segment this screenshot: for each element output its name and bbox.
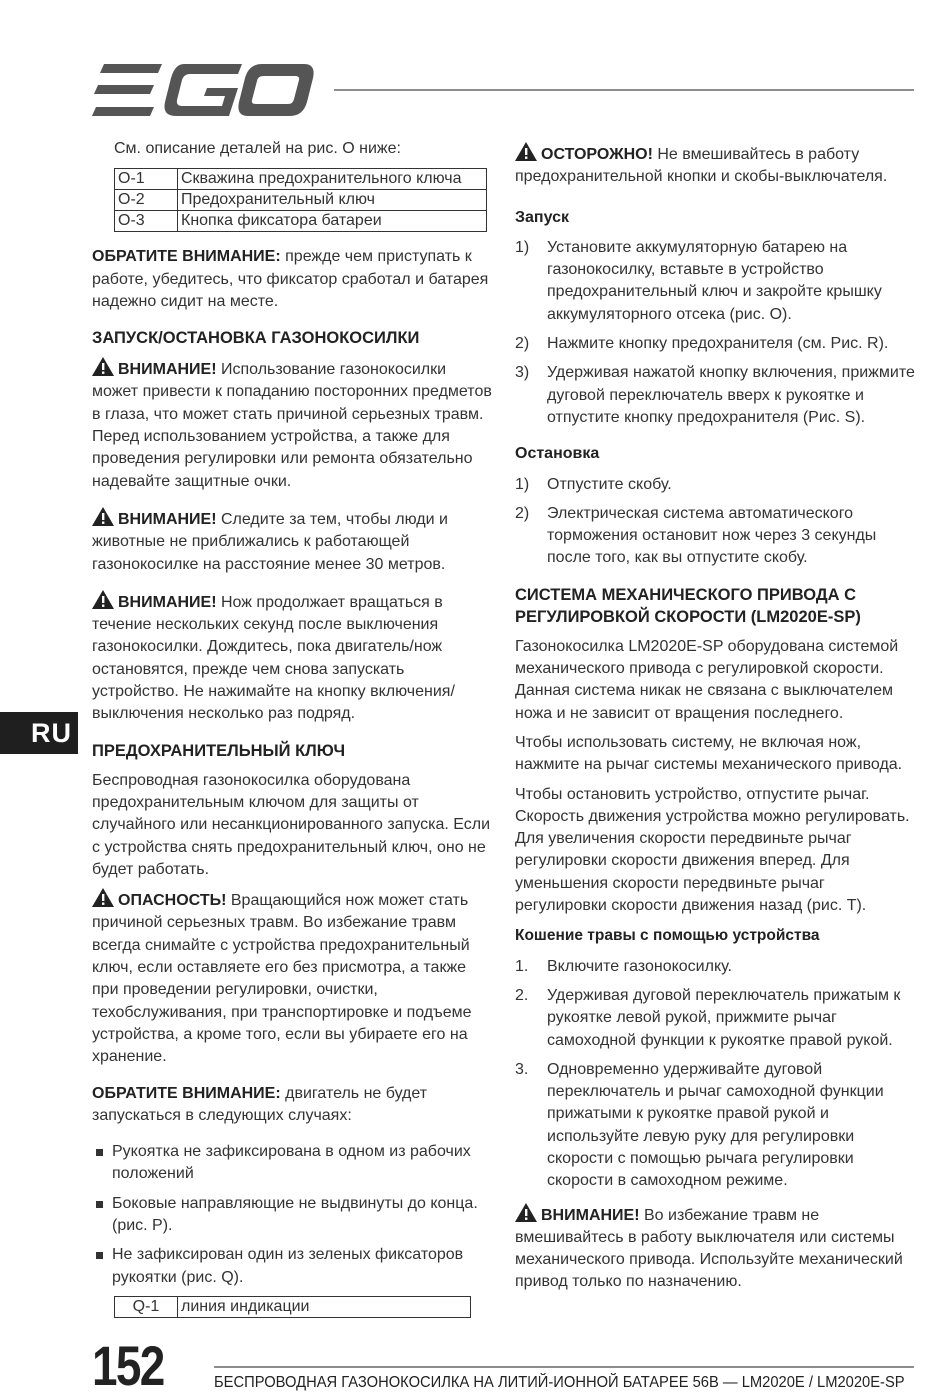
footer-title: БЕСПРОВОДНАЯ ГАЗОНОКОСИЛКА НА ЛИТИЙ-ИОННОЙ БАТАРЕЕ 56В — LM2020E / LM2020E-SP [214,1374,905,1391]
warning-triangle-icon [515,1203,537,1222]
language-label: RU [31,718,72,748]
warning-triangle-icon [92,590,114,609]
list-item: Не зафиксирован один из зеленых фиксаторов рукоятки (рис. Q). [92,1244,492,1289]
warning-label: ВНИМАНИЕ! [118,593,217,611]
language-tab [0,712,78,754]
list-item: Рукоятка не зафиксирована в одном из рабочих положений [92,1141,492,1186]
warning-label: ВНИМАНИЕ! [118,361,217,379]
table-row: O-2 Предохранительный ключ [115,190,487,211]
figure-caption: См. описание деталей на рис. О ниже: [114,140,401,157]
warning-triangle-icon [92,357,114,376]
warning-triangle-icon [515,142,537,161]
body-paragraph: Газонокосилка LM2020E-SP оборудована системой механического привода с регулировкой скорости. Данная система никак не связана с выключателем ножа и не зависит от вращения последнего. [515,637,899,722]
warning-triangle-icon [92,507,114,526]
warning-paragraph [515,1203,915,1294]
list-item: Боковые направляющие не выдвинуты до конца. (рис. P). [92,1193,492,1238]
start-steps [515,237,915,429]
notice-text: прежде чем приступать к работе, убедитесь, что фиксатор сработал и батарея надежно сидит на месте. [92,248,489,310]
warning-text: Следите за тем, чтобы люди и животные не приближались к работающей газонокосилке на расстояние менее 30 метров. [92,510,448,573]
right-column [515,138,915,1294]
list-item: 1) Установите аккумуляторную батарею на газонокосилку, вставьте в устройство предохранительный ключ и закройте крышку аккумуляторного отсека (рис. O). [515,238,882,323]
mowing-heading: Кошение травы с помощью устройства [515,927,820,945]
header-rule [334,89,914,91]
caution-paragraph [515,142,915,189]
notice-label: ОБРАТИТЕ ВНИМАНИЕ: [92,248,281,266]
bullet-icon [92,1141,112,1186]
start-heading: Запуск [515,208,569,226]
list-item: 1. Включите газонокосилку. [515,957,732,975]
list-item: 2) Нажмите кнопку предохранителя (см. Рис. R). [515,335,889,353]
bullet-icon [92,1244,112,1289]
notice-text: двигатель не будет запускаться в следующих случаях: [92,1084,428,1124]
parts-table [114,168,487,232]
warning-label: ВНИМАНИЕ! [118,510,217,528]
left-column [92,138,492,1332]
ego-logo [92,64,314,116]
warning-text: Использование газонокосилки может привести к попаданию посторонних предметов в глаза, что может стать причиной серьезных травм. Перед использованием устройства, а также для проведения регулировки или ремонта обязательно надевайте защитные очки. [92,361,492,490]
section-heading: СИСТЕМА МЕХАНИЧЕСКОГО ПРИВОДА С РЕГУЛИРОВКОЙ СКОРОСТИ (LM2020E-SP) [515,585,861,626]
section-heading: ЗАПУСК/ОСТАНОВКА ГАЗОНОКОСИЛКИ [92,329,420,348]
caution-label: ОСТОРОЖНО! [541,146,653,163]
warning-paragraph [92,590,492,726]
stop-steps [515,474,915,570]
notice-label: ОБРАТИТЕ ВНИМАНИЕ: [92,1084,281,1102]
bullet-list [92,1141,492,1289]
table-row: O-1 Скважина предохранительного ключа [115,169,487,190]
body-paragraph: Чтобы использовать систему, не включая нож, нажмите на рычаг системы механического привода. [515,733,903,774]
notice-paragraph [92,246,492,313]
warning-text: Во избежание травм не вмешивайтесь в работу выключателя или системы механического привода. Используйте механический привод только по назначению. [515,1206,903,1291]
bullet-icon [92,1193,112,1238]
list-item: 2) Электрическая система автоматического торможения остановит нож через 3 секунды после того, как вы отпустите скобу. [515,504,877,567]
body-paragraph: Беспроводная газонокосилка оборудована предохранительным ключом для защиты от случайного или несанкционированного запуска. Если с устройства снять предохранительный ключ, оно не будет работать. [92,771,491,878]
list-item: 3) Удерживая нажатой кнопку включения, прижмите дуговой переключатель вверх к рукоятке и отпустите кнопку предохранителя (Рис. S). [515,364,915,426]
warning-paragraph [92,357,492,493]
table-row: O-3 Кнопка фиксатора батареи [115,211,487,232]
footer-rule [214,1366,914,1368]
list-item: 2. Удерживая дуговой переключатель прижатым к рукоятке левой рукой, прижмите рычаг самоходной функции к рукоятке правой рукой. [515,986,901,1049]
warning-paragraph [92,507,492,576]
list-item: 3. Одновременно удерживайте дуговой переключатель и рычаг самоходной функции прижатыми к рукоятке правой рукой и используйте левую руку для регулировки скорости с помощью рычага регулировки скорости в самоходном режиме. [515,1060,884,1190]
body-paragraph: Чтобы остановить устройство, отпустите рычаг. Скорость движения устройства можно регулировать. Для увеличения скорости передвиньте рычаг регулировки скорости движения вперед. Для уменьшения скорости передвиньте рычаг регулировки скорости движения назад (рис. T). [515,785,910,915]
danger-label: ОПАСНОСТЬ! [118,892,227,910]
table-row: Q-1 линия индикации [115,1296,471,1317]
danger-text: Вращающийся нож может стать причиной серьезных травм. Во избежание травм всегда снимайте с устройства предохранительный ключ, если оставляете его без присмотра, а также при проведении регулировки, очистки, техобслуживания, при транспортировке и подъеме устройства, а кроме того, если вы убираете его на хранение. [92,892,472,1066]
list-item: 1) Отпустите скобу. [515,475,672,493]
section-heading: ПРЕДОХРАНИТЕЛЬНЫЙ КЛЮЧ [92,741,346,760]
notice-paragraph [92,1083,492,1128]
indicator-table [114,1296,471,1318]
caution-text: Не вмешивайтесь в работу предохранительной кнопки и скобы-выключателя. [515,146,888,186]
danger-paragraph [92,888,492,1068]
warning-label: ВНИМАНИЕ! [541,1206,640,1224]
stop-heading: Остановка [515,445,600,463]
mowing-steps [515,956,915,1193]
warning-triangle-icon [92,888,114,907]
warning-text: Нож продолжает вращаться в течение нескольких секунд после выключения газонокосилки. Дождитесь, пока двигатель/нож остановятся, прежде чем снова запускать устройство. Не нажимайте на кнопку включения/выключения несколько раз подряд. [92,593,455,723]
page-number: 152 [92,1334,164,1397]
